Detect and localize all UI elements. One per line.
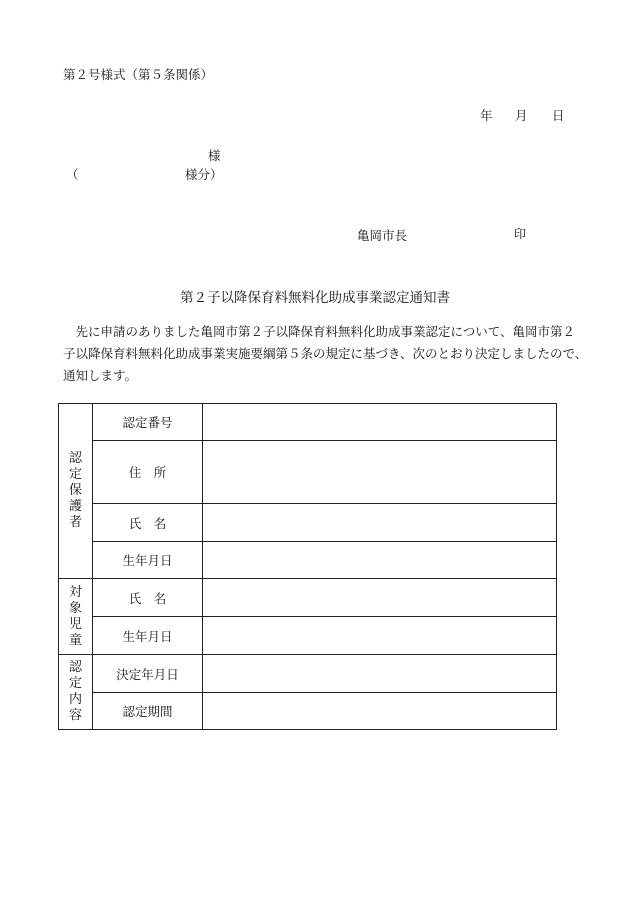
field-cert-period[interactable] [203,693,557,730]
group-label-cert-content: 認定内容 [68,660,82,723]
date-year-label: 年 [480,108,493,123]
table-row [59,655,557,693]
table-row [59,441,557,504]
label-guardian-birthdate: 生年月日 [93,542,203,579]
body-line: 子以降保育料無料化助成事業実施要綱第５条の規定に基づき、次のとおり決定しましたので、 [63,346,588,361]
label-cert-number: 認定番号 [93,404,203,441]
group-label-child: 対象児童 [68,584,82,648]
recipient-paren-open: （ [66,167,79,182]
certification-table [58,403,557,730]
body-line: 先に申請のありました亀岡市第２子以降保育料無料化助成事業認定について、亀岡市第２ [63,324,576,339]
table-row [59,542,557,579]
label-guardian-name: 氏 名 [93,504,203,542]
date-month-label: 月 [515,108,528,123]
label-child-name: 氏 名 [93,579,203,617]
field-guardian-name[interactable] [203,504,557,542]
recipient-honorific: 様 [208,148,221,163]
field-address[interactable] [203,441,557,504]
table-row [59,693,557,730]
label-child-birthdate: 生年月日 [93,617,203,655]
label-cert-period: 認定期間 [93,693,203,730]
group-child [59,579,93,655]
label-address: 住 所 [93,441,203,504]
table-row [59,404,557,441]
table-row [59,617,557,655]
table-row [59,579,557,617]
body-text [63,321,588,387]
field-decision-date[interactable] [203,655,557,693]
label-decision-date: 決定年月日 [93,655,203,693]
form-number: 第２号様式（第５条関係） [63,67,214,82]
group-cert-content [59,655,93,730]
seal-mark: 印 [514,227,527,241]
group-guardian [59,404,93,579]
issuer-title: 亀岡市長 [357,228,408,243]
field-child-birthdate[interactable] [203,617,557,655]
field-guardian-birthdate[interactable] [203,542,557,579]
body-line: 通知します。 [63,368,138,383]
document-title: 第２子以降保育料無料化助成事業認定通知書 [180,290,450,306]
table-row [59,504,557,542]
recipient-line2-suffix: 様分） [185,167,223,182]
field-cert-number[interactable] [203,404,557,441]
date-day-label: 日 [552,108,565,123]
field-child-name[interactable] [203,579,557,617]
group-label-guardian: 認定保護者 [68,451,82,530]
